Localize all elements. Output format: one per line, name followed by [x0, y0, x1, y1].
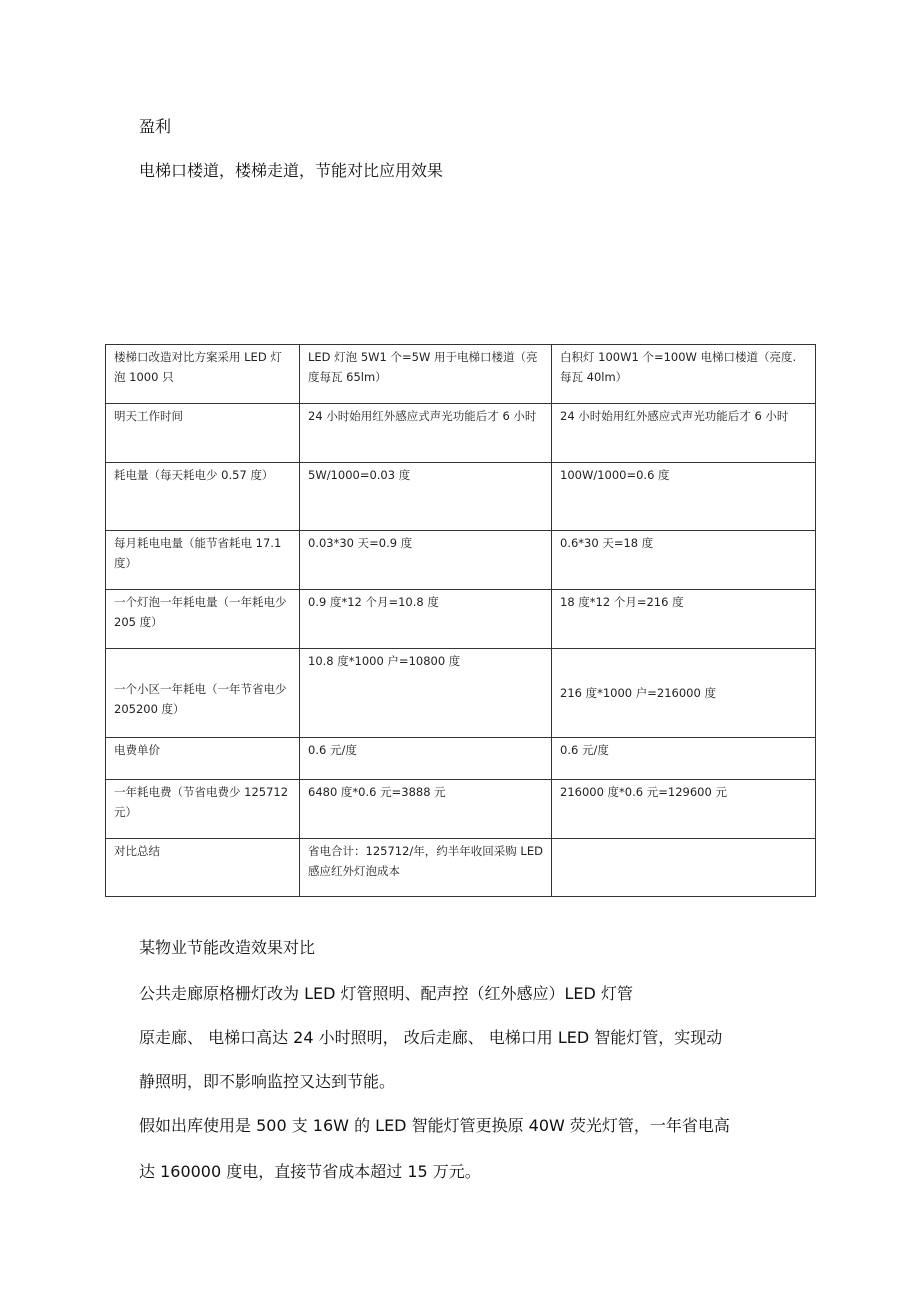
table-cell: 明天工作时间 [106, 404, 300, 463]
paragraph: 公共走廊原格栅灯改为 LED 灯管照明、配声控（红外感应）LED 灯管 [139, 984, 633, 1003]
document-subheading: 电梯口楼道，楼梯走道，节能对比应用效果 [139, 161, 444, 180]
table-cell: 省电合计：125712/年，约半年收回采购 LED 感应红外灯泡成本 [300, 839, 552, 897]
table-cell: 0.6*30 天=18 度 [552, 531, 816, 590]
paragraph: 静照明，即不影响监控又达到节能。 [139, 1072, 396, 1091]
paragraph: 假如出库使用是 500 支 16W 的 LED 智能灯管更换原 40W 荧光灯管，一年省电高 [139, 1116, 730, 1135]
table-cell: 216000 度*0.6 元=129600 元 [552, 780, 816, 839]
table-cell [552, 839, 816, 897]
comparison-table [105, 344, 816, 897]
table-cell: 白积灯 100W1 个=100W 电梯口楼道（亮度. 每瓦 40lm） [552, 345, 816, 404]
table-row [106, 839, 816, 897]
table-row [106, 404, 816, 463]
table-cell [106, 649, 300, 738]
table-cell: 电费单价 [106, 738, 300, 780]
document-heading: 盈利 [139, 117, 172, 136]
table-cell: 24 小时始用红外感应式声光功能后才 6 小时 [552, 404, 816, 463]
table-cell: 一个灯泡一年耗电量（一年耗电少 205 度） [106, 590, 300, 649]
paragraph: 某物业节能改造效果对比 [139, 938, 316, 957]
table-cell: 0.6 元/度 [300, 738, 552, 780]
table-row [106, 738, 816, 780]
table-cell-text: 一个小区一年耗电（一年节省电少 205200 度） [114, 682, 287, 716]
table-row [106, 345, 816, 404]
table-row [106, 780, 816, 839]
table-cell: 100W/1000=0.6 度 [552, 463, 816, 531]
table-cell: LED 灯泡 5W1 个=5W 用于电梯口楼道（亮度每瓦 65lm） [300, 345, 552, 404]
table-cell: 0.9 度*12 个月=10.8 度 [300, 590, 552, 649]
table-cell: 每月耗电电量（能节省耗电 17.1 度） [106, 531, 300, 590]
table-row [106, 463, 816, 531]
paragraph: 原走廊、 电梯口高达 24 小时照明， 改后走廊、 电梯口用 LED 智能灯管，实现动 [139, 1028, 723, 1047]
table-row [106, 590, 816, 649]
table-row [106, 531, 816, 590]
table-cell: 0.6 元/度 [552, 738, 816, 780]
table-cell: 一年耗电费（节省电费少 125712 元） [106, 780, 300, 839]
table-cell: 0.03*30 天=0.9 度 [300, 531, 552, 590]
table-cell: 24 小时始用红外感应式声光功能后才 6 小时 [300, 404, 552, 463]
paragraph: 达 160000 度电，直接节省成本超过 15 万元。 [139, 1162, 481, 1181]
table-cell: 5W/1000=0.03 度 [300, 463, 552, 531]
table-cell: 10.8 度*1000 户=10800 度 [300, 649, 552, 738]
table-cell: 楼梯口改造对比方案采用 LED 灯泡 1000 只 [106, 345, 300, 404]
table-cell: 6480 度*0.6 元=3888 元 [300, 780, 552, 839]
table-cell: 耗电量（每天耗电少 0.57 度） [106, 463, 300, 531]
table-row [106, 649, 816, 738]
table-cell: 对比总结 [106, 839, 300, 897]
table-cell: 216 度*1000 户=216000 度 [552, 649, 816, 738]
table-cell: 18 度*12 个月=216 度 [552, 590, 816, 649]
